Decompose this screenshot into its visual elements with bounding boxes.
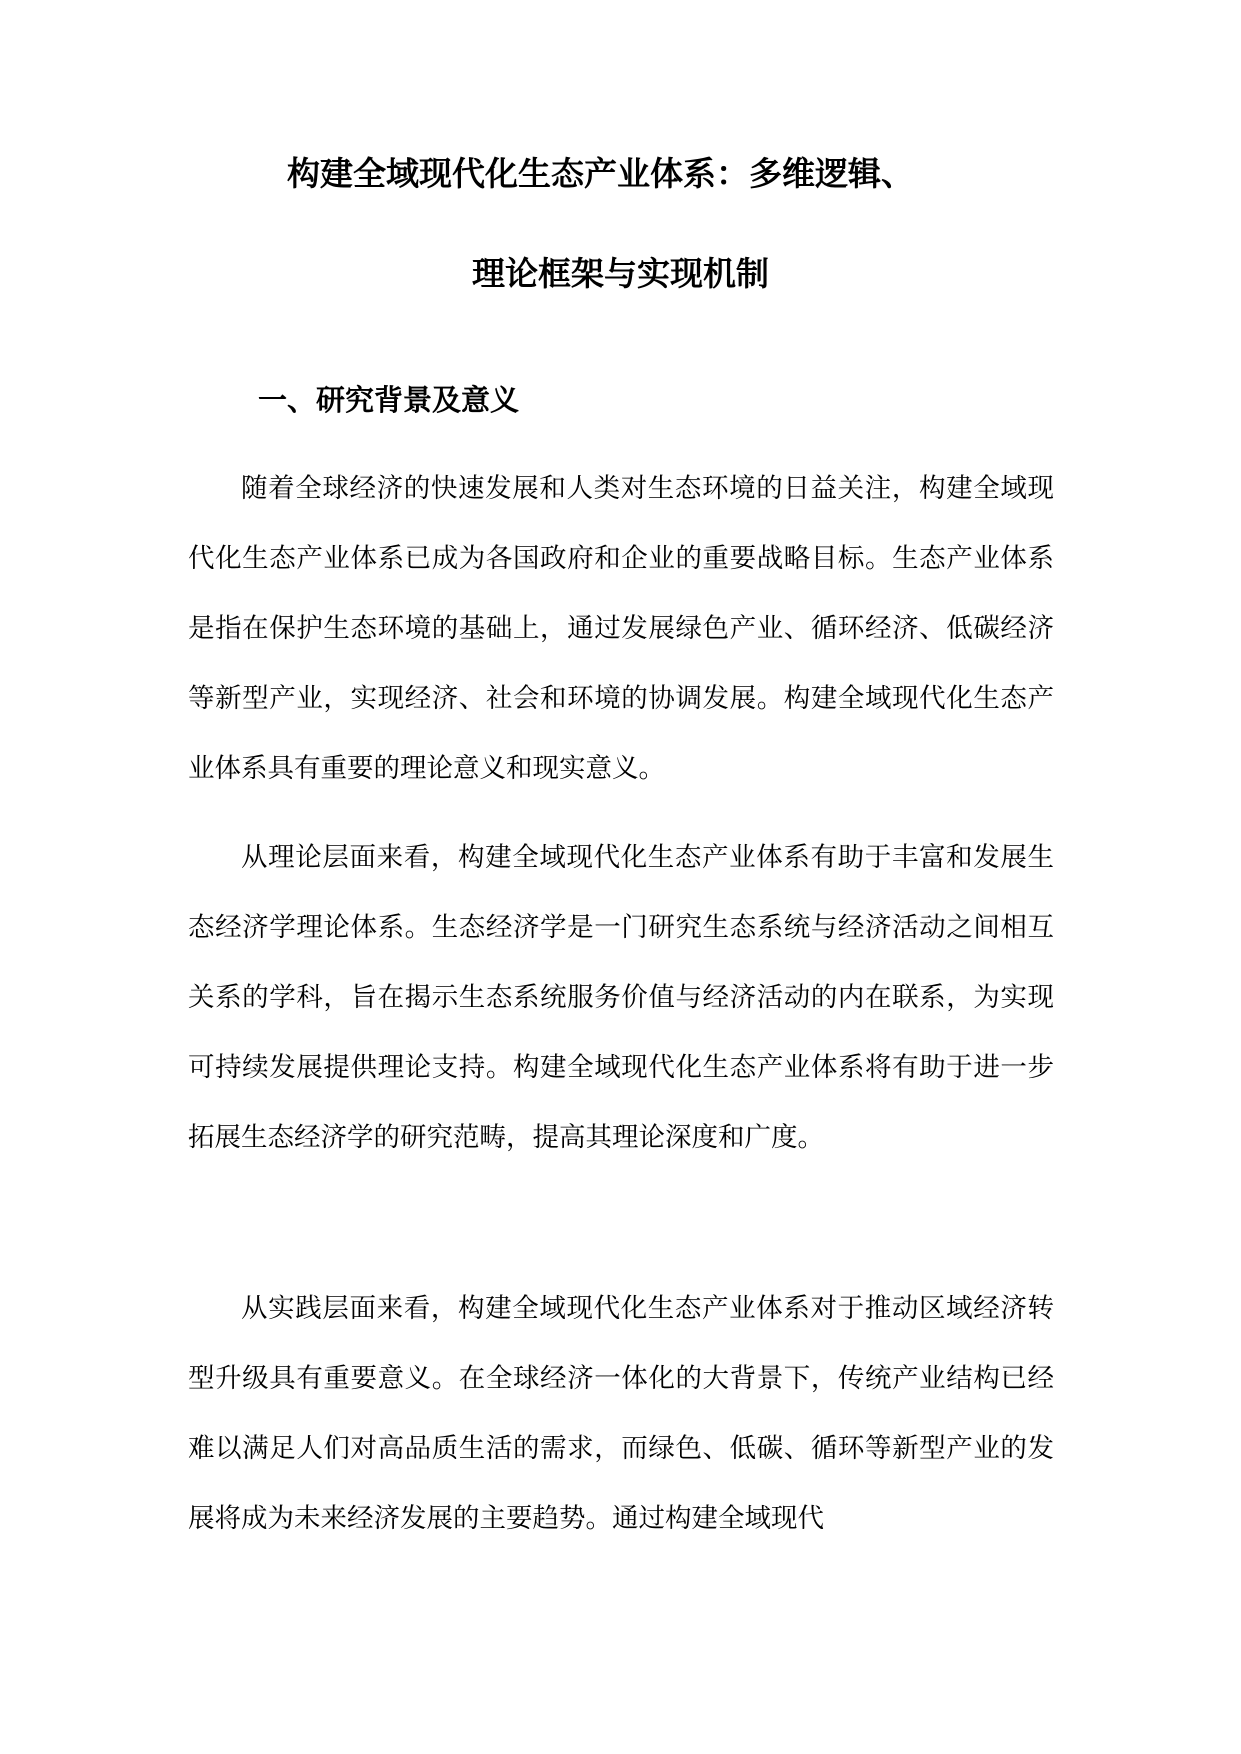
document-title-line-2: 理论框架与实现机制	[472, 254, 769, 293]
section-heading: 一、研究背景及意义	[258, 383, 520, 417]
document-title-line-1: 构建全域现代化生态产业体系：多维逻辑、	[287, 154, 914, 193]
paragraph-2: 从理论层面来看，构建全域现代化生态产业体系有助于丰富和发展生态经济学理论体系。生态经济学是一门研究生态系统与经济活动之间相互关系的学科，旨在揭示生态系统服务价值与经济活动的内在联系，为实现可持续发展提供理论支持。构建全域现代化生态产业体系将有助于进一步拓展生态经济学的研究范畴，提高其理论深度和广度。	[188, 842, 1054, 1153]
paragraph-3: 从实践层面来看，构建全域现代化生态产业体系对于推动区域经济转型升级具有重要意义。在全球经济一体化的大背景下，传统产业结构已经难以满足人们对高品质生活的需求，而绿色、低碳、循环等新型产业的发展将成为未来经济发展的主要趋势。通过构建全域现代	[188, 1293, 1054, 1534]
paragraph-1: 随着全球经济的快速发展和人类对生态环境的日益关注，构建全域现代化生态产业体系已成为各国政府和企业的重要战略目标。生态产业体系是指在保护生态环境的基础上，通过发展绿色产业、循环经济、低碳经济等新型产业，实现经济、社会和环境的协调发展。构建全域现代化生态产业体系具有重要的理论意义和现实意义。	[188, 473, 1054, 784]
